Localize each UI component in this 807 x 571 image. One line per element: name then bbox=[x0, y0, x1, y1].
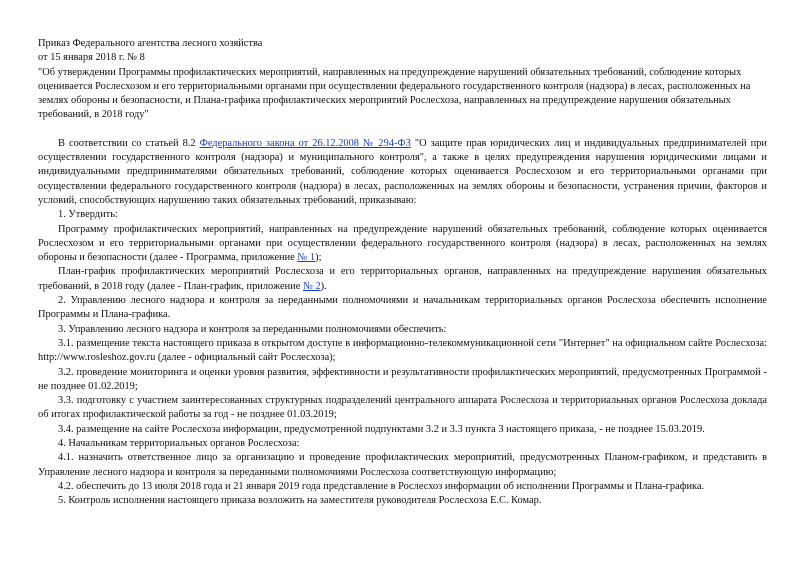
appendix-1-link[interactable]: № 1 bbox=[297, 252, 316, 264]
item-3-4: 3.4. размещение на сайте Рослесхоза информации, предусмотренной подпунктами 3.2 и 3.3 пункта 3 настоящего приказа, - не позднее 15.03.2019. bbox=[58, 423, 705, 435]
federal-law-link[interactable]: Федерального закона от 26.12.2008 № 294-ФЗ bbox=[199, 137, 411, 149]
item-3-3: 3.3. подготовку с участием заинтересованных структурных подразделений центрального аппарата Рослесхоза и территориальных органов Рослесхоза доклада об итогах профилактической работы за год - не позднее 01.03.2019; bbox=[38, 395, 767, 421]
document-body bbox=[38, 137, 767, 509]
item-3-2: 3.2. проведение мониторинга и оценки уровня развития, эффективности и результативности профилактических мероприятий, предусмотренных Программой - не позднее 01.02.2019; bbox=[38, 366, 767, 392]
item-3: 3. Управлению лесного надзора и контроля за переданными полномочиями обеспечить: bbox=[58, 323, 447, 335]
item-1: 1. Утвердить: bbox=[58, 209, 118, 221]
item-4-1: 4.1. назначить ответственное лицо за организацию и проведение профилактических мероприятий, предусмотренных Планом-графиком, и представить в Управление лесного надзора и контроля за переданными полномочиями Рослесхоза соответствующую информацию; bbox=[38, 452, 767, 478]
item-4: 4. Начальникам территориальных органов Рослесхоза: bbox=[58, 438, 300, 450]
order-issuer: Приказ Федерального агентства лесного хозяйства bbox=[38, 38, 263, 49]
preamble: В соответствии со статьей 8.2 Федерального закона от 26.12.2008 № 294-ФЗ "О защите прав юридических лиц и индивидуальных предпринимателей при осуществлении государственного контроля (надзора) и муниципального контроля", а также в целях предупреждения нарушения юридическими лицами и индивидуальными предпринимателями обязательных требований, соблюдение которых оценивается Рослесхозом и его территориальными органами при осуществлении федерального государственного контроля (надзора) в лесах, расположенных на землях обороны и безопасности, устранения причин, факторов и условий, способствующих нарушению таких обязательных требований, приказываю: bbox=[38, 137, 767, 206]
item-3-1: 3.1. размещение текста настоящего приказа в открытом доступе в информационно-телекоммуникационной сети "Интернет" на официальном сайте Рослесхоза: http://www.rosleshoz.gov.ru (далее - официальный сайт Рослесхоза); bbox=[38, 337, 767, 364]
item-2: 2. Управлению лесного надзора и контроля за переданными полномочиями и начальникам территориальных органов Рослесхоза обеспечить исполнение Программы и Плана-графика. bbox=[38, 295, 767, 321]
document-page bbox=[38, 37, 767, 509]
item-4-2: 4.2. обеспечить до 13 июля 2018 года и 21 января 2019 года представление в Рослесхоз информации об исполнении Программы и Плана-графика. bbox=[58, 480, 705, 492]
order-date-number: от 15 января 2018 г. № 8 bbox=[38, 52, 145, 64]
item-5: 5. Контроль исполнения настоящего приказа возложить на заместителя руководителя Рослесхоза Е.С. Комар. bbox=[58, 495, 542, 507]
appendix-2-link[interactable]: № 2 bbox=[302, 280, 321, 292]
item-1-program: Программу профилактических мероприятий, направленных на предупреждение нарушений обязательных требований, соблюдение которых оценивается Рослесхозом и его территориальными органами при осуществлении федерального государственного контроля (надзора) в лесах, расположенных на землях обороны и безопасности (далее - Программа, приложение № 1); bbox=[38, 223, 767, 264]
item-1-plan: План-график профилактических мероприятий Рослесхоза и его территориальных органов, направленных на предупреждение нарушения обязательных требований, в 2018 году (далее - План-график, приложение № 2). bbox=[38, 266, 767, 292]
order-title: "Об утверждении Программы профилактических мероприятий, направленных на предупреждение нарушений обязательных требований, соблюдение которых оценивается Рослесхозом и его территориальными органами при осуществлении федерального государственного контроля (надзора) в лесах, расположенных на землях обороны и безопасности, и Плана-графика профилактических мероприятий Рослесхоза, направленных на предупреждение нарушения обязательных требований, в 2018 году" bbox=[38, 66, 751, 121]
